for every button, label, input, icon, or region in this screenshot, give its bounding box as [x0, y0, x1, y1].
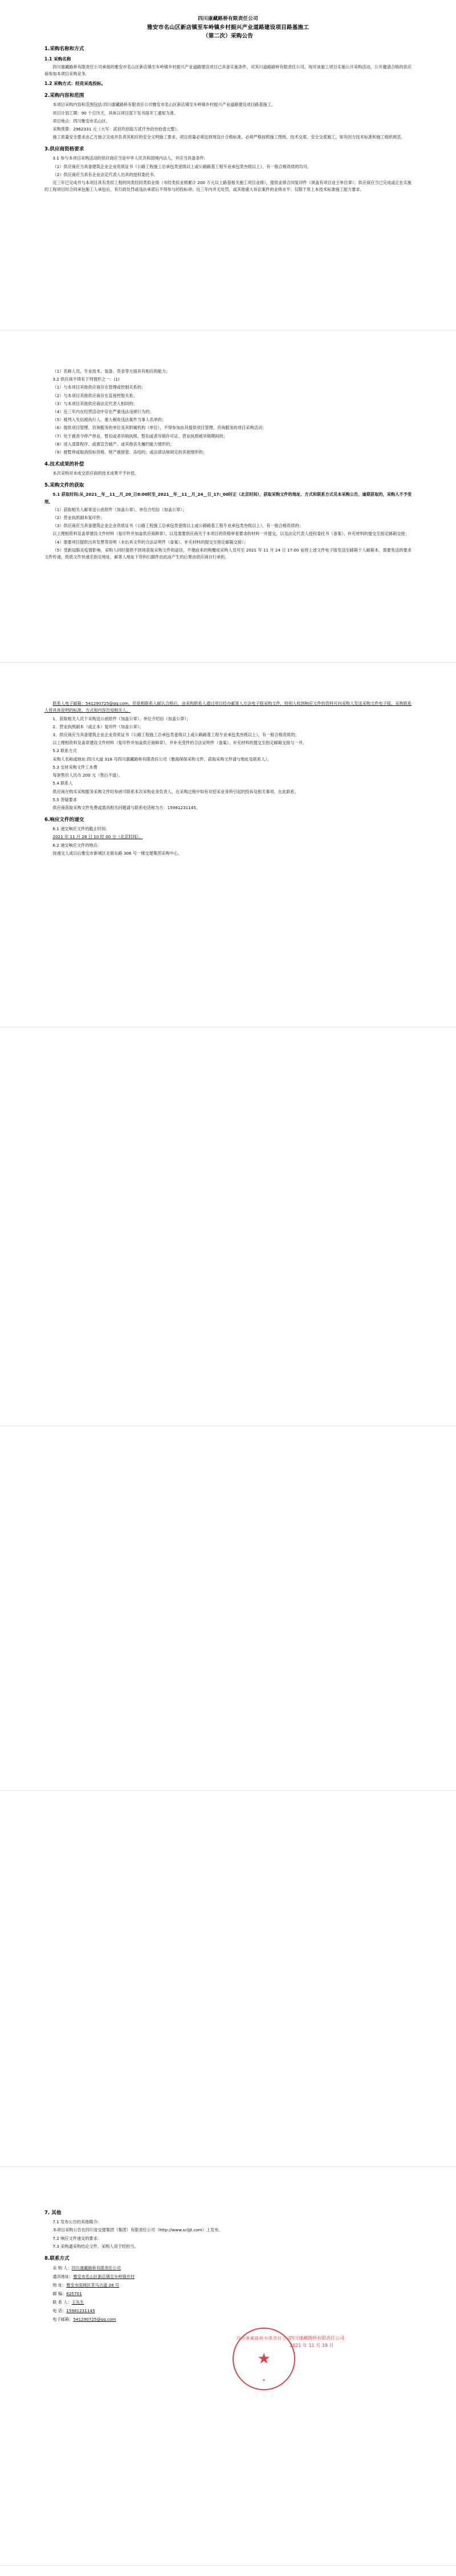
paragraph: （3）与本项目其他供应商法定代表人相同的；: [52, 401, 137, 406]
page-4-blank-area-bottom: [44, 1236, 412, 1321]
contact-phone-label: 电 话：: [52, 2308, 67, 2314]
company-seal-stamp: [233, 2328, 295, 2390]
paragraph: 6.1 递交响应文件的截止时间:: [52, 826, 107, 832]
paragraph: 2021 年 11 月 28 日 10 时 00 分（北京时间）。: [52, 834, 143, 840]
document-page-3: [0, 663, 456, 1027]
section-heading-1: 1.采购名称和方式: [44, 46, 84, 52]
paragraph: 以上理相资料及盖章建设文件材料（复印件并加盖供应商鲜章）、并补充受件的合法证明件（备案）、补充材料的提交至指定邮箱交接与一并。: [52, 740, 307, 746]
page-2-blank-area: [44, 562, 412, 647]
paragraph: （5）受新冠肺炎疫情影响，采购人同时提供不到场获取采购文件的途径，不便前来的购赠成采购人员可至 2021 年 11 月 24 日 17:00 前将上述文件电子版发送至邮箱个人邮箱本，需要免送的要求文件传递，纸质文件快递至指定地址，邮寄人地址下资料扫描件由此而产生的后果由供应商自行承担。: [44, 547, 412, 560]
paragraph: 5.2 联系方式: [52, 748, 77, 754]
signature-area: [44, 2324, 412, 2397]
contact-zip-label: 邮 编：: [52, 2291, 67, 2297]
paragraph: 3.1 参与本项目采购活动的供应商应当是中华人民共和国境内法人，并应当具备条件:: [52, 156, 206, 161]
page-4-blank-area-extra: [44, 1321, 412, 1407]
page-6-blank-area-top: [44, 1828, 412, 1914]
contact-email-value: 541290725@qq.com: [73, 2317, 116, 2322]
contact-person-label: 联 系 人：: [52, 2300, 72, 2305]
document-page-2: [0, 330, 456, 663]
contact-person: [44, 2299, 412, 2306]
paragraph: （6）提供项目管理、咨询服务的单位及其附属机构（单位），不得参加由其提供项目管理、咨询服务的项目采购活动；: [52, 425, 267, 431]
contact-email-label: 电子邮箱：: [52, 2317, 74, 2322]
page-4-blank-area-top: [44, 1065, 412, 1150]
contact-buyer: [44, 2264, 412, 2272]
paragraph: （1）获取相关人邮寄送公函原件（加盖公章）、单位介绍信（加盖公章）；: [52, 507, 186, 512]
paragraph: 7.1 发布公告的其他媒介:: [52, 2219, 99, 2225]
document-page-4: [0, 1027, 456, 1426]
paragraph: 3.2 供应商不得有下列情形之一：(1): [52, 377, 120, 382]
page-title: [44, 15, 412, 40]
paragraph: （7）处于被责令停产停业、暂扣或者吊销执照、暂扣或者吊销许可证、营业执照被吊销期间的；: [52, 433, 227, 439]
paragraph: 供应商在购买采购服务采购文件时参函可联系本次采购业务负责人，在采购过程中如有对招采业务所引起的投诉及相关事项，在此联系。: [52, 789, 299, 794]
paragraph: （2）与本项目其他供应商存在直接控股关系；: [52, 393, 137, 398]
paragraph: （4）需要项目提供出具发票等说明（未出具文件的合法证明件（备案）、补充材料的提交至指定邮箱交接）；: [52, 539, 248, 545]
seal-date-value: 2021 年 11 月 19 日: [290, 2343, 334, 2349]
contact-block: [44, 2264, 412, 2324]
paragraph: （1）与本项目其他供应商存在管理或控制关系的；: [52, 385, 146, 390]
paragraph: （3）供应商应当具备建筑企业企业资质证书（公路工程施工总承包类壹级以上或公路路基工程专业承包类叁级以上），有一般合格资质的；: [52, 523, 303, 529]
contact-zip: [44, 2290, 412, 2298]
document-page-5: [0, 1426, 456, 1791]
paragraph: 2、营业执照副本（或正本）复印件（加盖公章）；: [52, 724, 144, 729]
paragraph: 3、供应商应当具备建筑企业企业资质证书（公路工程施工总承包类壹级以上或公路路基工程专业承包类叁级以上），有一般合格资质的；: [52, 732, 299, 738]
paragraph: 以上理相资料及盖章建设文件材料（复印件并加盖供应商鲜章），以及需要供应商关于本项目的资格审查要求的材料一并提交，以及法定代表人授权委托书（备案）、补充材料的提交至指定邮箱交接；: [52, 531, 409, 537]
contact-buyer-value: 四川康藏路桥有限责任公司: [71, 2265, 121, 2271]
paragraph: 本项目采购公告在四川省交建集团（集团）有限责任公司（http://www.scljjt.com）上发布。: [52, 2227, 223, 2233]
company-name: 四川康藏路桥有限责任公司: [198, 16, 258, 22]
page-6-blank-area-mid: [44, 1914, 412, 1999]
paragraph: 采购人名称或地址:四川大道 318 号四川康藏路桥有限责任公司（雅海保保采购文件、获取采购文件请与地址及联系人）。: [52, 756, 272, 762]
contact-buyer-label: 采 购 人：: [52, 2265, 72, 2271]
section-heading-8: 8.联系方式: [44, 2256, 70, 2262]
subsection-1-1: 1.1 采购名称: [44, 56, 71, 62]
section-heading-7: 7. 其他: [44, 2210, 62, 2216]
paragraph: 按递交人成以后雅安市新城区北街东路 306 号一楼交建集团采购中心。: [52, 850, 182, 856]
paragraph: （9）被暂停或取消投标资格、财产被接管、冻结的；或法律法规规定的其他情形的；: [52, 450, 207, 455]
page-1-blank-area: [44, 194, 412, 280]
seal-date-stamp: [290, 2334, 344, 2349]
document-page-1: [0, 0, 456, 330]
page-4-blank-area-mid: [44, 1150, 412, 1236]
contact-dept-label: 通讯地址：: [52, 2274, 74, 2280]
paragraph: 每套售价人民币 200 元（售后不退）。: [52, 773, 123, 778]
contact-phone-value: 15981231145: [66, 2308, 95, 2314]
contact-dept: [44, 2273, 412, 2281]
contact-address-value: 雅安市雨城区茶马古道 28 号: [66, 2283, 120, 2288]
project-title-line-1: 雅安市名山区新店镇至车岭镇乡村振兴产业道路建设项目路基施工: [146, 25, 310, 31]
paragraph: 采购预算：2962331 元（大写：贰佰玖拾陆万贰仟叁佰叁拾壹元整）。: [52, 126, 181, 132]
page-5-blank-area-top: [44, 1464, 412, 1549]
paragraph: 6.2 递交响应文件的地点:: [52, 842, 99, 848]
paragraph: （5）被列入失信被执行人、重大税收违法案件当事人名单的；: [52, 417, 166, 423]
paragraph: 5.3 交材采购文件工本费: [52, 764, 97, 770]
paragraph: 5.1 获取时间:从_2021__年__11__月_20_日8:00时至_2021__年__11__月_24__日_17:_00时正（北京时间），获取采购文件的地址、方式和联系方式见本采购公告，逾期获取的，采购人不予受理。: [44, 492, 412, 504]
section-heading-2: 2.采购内容和范围: [44, 93, 84, 99]
page-5-blank-area-bottom: [44, 1635, 412, 1720]
paragraph: （1）名称人员、专业技术、装备、资金等方面具有相应的能力；: [52, 369, 170, 374]
contact-phone: [44, 2307, 412, 2315]
section-heading-5: 5.采购文件的获取: [44, 483, 84, 489]
seal-bottom-text: ★: [262, 2378, 266, 2383]
paragraph: 1、获取相关人员下采购送公函原件（加盖公章）、单位介绍信（加盖公章）；: [52, 716, 191, 721]
paragraph: 7.2 响应文件递交的要求:: [52, 2235, 99, 2241]
paragraph: 5.5 答疑要求: [52, 797, 77, 802]
paragraph: （1）供应商应当具备建筑企业企业资质证书（公路工程施工总承包类壹级以上或公路路基工程专业承包类叁级以上），有一般合格资质的均可。: [52, 164, 312, 169]
subsection-1-2: 1.2 采购方式：经竞采选投标。: [44, 81, 106, 87]
paragraph: 供应商获取采购文件免费或需具相关问题请与联系电话称为方：15981231145。: [52, 805, 201, 810]
page-6-blank-area-bottom: [44, 1999, 412, 2085]
document-page-7: [0, 2167, 456, 2566]
page-5-blank-area-mid: [44, 1549, 412, 1635]
seal-date-company: 四川康藏路桥有限责任公司: [290, 2336, 344, 2341]
paragraph: 本项目采购内容和范围包括:四川康藏路桥有限责任公司雅安市名山区新店镇至车岭镇乡村振兴产业道路建设项目路基施工。: [52, 102, 275, 108]
paragraph: 项目计划工期：90 个日历天，具体以项目部下发书面开工通知为准。: [52, 110, 178, 116]
contact-address-label: 地 址：: [52, 2283, 67, 2288]
paragraph: 7.3 采购通采购结论文件、采购人用于经担当。: [52, 2243, 139, 2249]
paragraph: 项目地点：四川雅安市名山区。: [52, 118, 111, 124]
contact-email: [44, 2316, 412, 2324]
contact-zip-value: 625701: [66, 2291, 82, 2297]
contact-person-value: 王先生: [71, 2300, 84, 2305]
section-heading-4: 4.技术成果的补偿: [44, 462, 84, 468]
paragraph: 联系人电子邮箱：541290725@qq.com，但是相联系人邮认合格后，由采购联系人通过项目经办邮寄人方法电子版采购文件，特别人收到响应文件的资料可向采购人发送采购文件电子版，采购联系人将具体说明的标准、方式和内容告知相关人。: [44, 701, 412, 713]
project-title-line-2: （第二次）采购公告: [202, 33, 254, 39]
contact-dept-value: 雅安市名山区新店镇至车岭镇乡村: [73, 2274, 135, 2280]
paragraph: 施工质量安全要求由乙方独立完成并负责其相应的安全文明施工要求，项目质量必须达到现设计合格标准，必须严格按照施工图纸、技术交底、安全交底施工，如有因方技术标准和施工组织规范。: [52, 134, 405, 140]
paragraph: 四川康藏路桥有限责任公司承接的雅安市名山区新店镇至车岭镇乡村振兴产业道路建设项目已具备实施条件，对其川道路路桥有限责任公司，现对该施工项目实施公开采购活动，公开邀请合格的供应商参加本项目采购竞争。: [44, 64, 412, 77]
page-3-blank-area: [44, 858, 412, 944]
paragraph: （2）供应商应当具有企业法定代表人出具的授权委托书。: [52, 172, 158, 177]
contact-address: [44, 2281, 412, 2289]
paragraph: （2）营业执照副本复印件；: [52, 515, 105, 521]
paragraph: 本次采购对本成交供应商的技术成果不予补偿。: [52, 471, 139, 476]
seal-star-icon: ★: [257, 2350, 271, 2368]
document-page-6: [0, 1791, 456, 2167]
paragraph: 近三年已完成并与本项目具有类似工程的同类经同类似业绩（市经类似业绩累计 200 万元以上路基相关施工项目业绩），提供业绩合同复印件（须盖有项目业主单位章）；供应商应当已完成或正在实施的工程项目时合同承包施工人承包后，有行政处罚或违法承诺后不得参与的投标项；近三年内并无处罚，或其他重大诉讼案件的业绩水平；仅限于原上本技术标准施工能力要求。: [44, 180, 412, 193]
section-heading-3: 3.供应商资格要求: [44, 146, 84, 153]
paragraph: 5.4 联系人: [52, 781, 73, 786]
paragraph: （8）进入清算程序、或被宣告破产、或其他丧失履约能力情形的；: [52, 441, 174, 447]
section-heading-6: 6.响应文件的递交: [44, 817, 84, 823]
paragraph: （4）近三年内在经营活动中存在严重违法违规行为的；: [52, 409, 154, 415]
seal-company-text: 四川康藏路桥有限责任公司: [237, 2336, 291, 2341]
